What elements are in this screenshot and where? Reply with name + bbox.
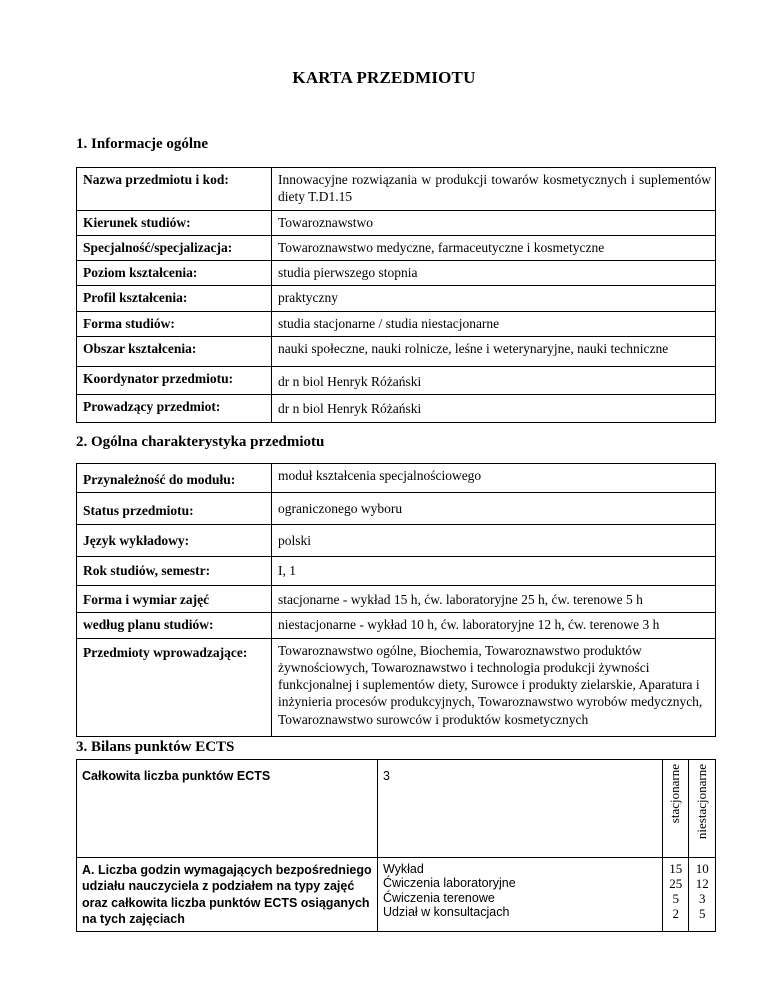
document-title: KARTA PRZEDMIOTU <box>292 68 476 87</box>
table-row <box>77 210 716 235</box>
table-row <box>77 261 716 286</box>
row-label: Forma studiów: <box>77 311 272 336</box>
row-value: I, 1 <box>272 556 716 585</box>
table-row <box>77 493 716 524</box>
row-value: moduł kształcenia specjalnościowego <box>272 464 716 493</box>
table-row <box>77 613 716 638</box>
col-stacjonarne-label: stacjonarne <box>667 764 683 824</box>
col-stacjonarne-header <box>663 760 689 858</box>
table-row <box>77 858 716 932</box>
list-item: Ćwiczenia laboratoryjne <box>382 876 516 891</box>
table-row <box>77 168 716 211</box>
table-row <box>77 311 716 336</box>
total-ects-value: 3 <box>377 760 662 858</box>
row-value: Towaroznawstwo medyczne, farmaceutyczne i kosmetyczne <box>272 235 716 260</box>
table-row <box>77 556 716 585</box>
row-label: Poziom kształcenia: <box>77 261 272 286</box>
list-item: Udział w konsultacjach <box>382 905 510 920</box>
ects-table <box>76 759 716 932</box>
list-item: 15 <box>669 861 683 876</box>
list-item: Wykład <box>382 862 424 876</box>
table-row <box>77 586 716 613</box>
niestacjonarne-values <box>689 858 716 932</box>
list-item: Ćwiczenia terenowe <box>382 890 495 905</box>
row-value: studia stacjonarne / studia niestacjonarne <box>272 311 716 336</box>
row-label: Obszar kształcenia: <box>77 336 272 366</box>
section2-heading: 2. Ogólna charakterystyka przedmiotu <box>76 434 325 450</box>
total-ects-label: Całkowita liczba punktów ECTS <box>77 760 378 858</box>
list-item: 10 <box>695 861 709 876</box>
row-label: Nazwa przedmiotu i kod: <box>77 168 272 211</box>
row-value: Towaroznawstwo <box>272 210 716 235</box>
table-row <box>77 286 716 311</box>
section1-heading: 1. Informacje ogólne <box>76 136 209 152</box>
list-item: 2 <box>672 905 679 921</box>
row-label: według planu studiów: <box>77 613 272 638</box>
list-item: 5 <box>698 905 706 921</box>
a-hours-label: A. Liczba godzin wymagających bezpośredniego udziału nauczyciela z podziałem na typy zajęć oraz całkowita liczba punktów ECTS osiąganych na tych zajęciach <box>77 858 378 932</box>
row-label: Status przedmiotu: <box>77 493 272 524</box>
table-row <box>77 524 716 556</box>
table-row <box>77 367 716 395</box>
list-item: 5 <box>672 890 679 906</box>
table-row <box>77 638 716 736</box>
row-label: Przynależność do modułu: <box>77 464 272 493</box>
row-label: Profil kształcenia: <box>77 286 272 311</box>
table-row <box>77 395 716 422</box>
table-row <box>77 760 716 858</box>
row-value: dr n biol Henryk Różański <box>272 395 716 422</box>
row-value: studia pierwszego stopnia <box>272 261 716 286</box>
row-value: praktyczny <box>272 286 716 311</box>
col-niestacjonarne-header <box>689 760 716 858</box>
list-item: 12 <box>695 875 709 891</box>
row-value: stacjonarne - wykład 15 h, ćw. laboratoryjne 25 h, ćw. terenowe 5 h <box>272 586 716 613</box>
row-value: dr n biol Henryk Różański <box>272 367 716 395</box>
general-info-table <box>76 167 716 423</box>
row-value: ograniczonego wyboru <box>272 493 716 524</box>
row-label: Prowadzący przedmiot: <box>77 395 272 422</box>
row-label: Język wykładowy: <box>77 524 272 556</box>
section3-heading: 3. Bilans punktów ECTS <box>76 739 235 755</box>
list-item: 3 <box>698 890 706 906</box>
table-row <box>77 235 716 260</box>
row-label: Koordynator przedmiotu: <box>77 367 272 395</box>
row-value: nauki społeczne, nauki rolnicze, leśne i weterynaryjne, nauki techniczne <box>272 336 716 366</box>
row-label: Kierunek studiów: <box>77 210 272 235</box>
row-label: Rok studiów, semestr: <box>77 556 272 585</box>
list-item: 25 <box>669 875 683 891</box>
row-value: Innowacyjne rozwiązania w produkcji towarów kosmetycznych i suplementów diety T.D1.15 <box>272 168 716 211</box>
row-label: Forma i wymiar zajęć <box>77 586 272 613</box>
table-row <box>77 336 716 366</box>
col-niestacjonarne-label: niestacjonarne <box>693 764 709 840</box>
row-value: polski <box>272 524 716 556</box>
stacjonarne-values <box>663 858 689 932</box>
row-value: niestacjonarne - wykład 10 h, ćw. laboratoryjne 12 h, ćw. terenowe 3 h <box>272 613 716 638</box>
characteristics-table <box>76 463 716 737</box>
row-label: Specjalność/specjalizacja: <box>77 235 272 260</box>
class-types-list <box>377 858 662 932</box>
row-value: Towaroznawstwo ogólne, Biochemia, Towaroznawstwo produktów żywnościowych, Towaroznawstwo i technologia produkcji żywności funkcjonalnej i suplementów diety, Surowce i produkty zielarskie, Aparatura i inżynieria procesów produkcyjnych, Towaroznawstwo wyrobów medycznych, Towaroznawstwo surowców i produktów kosmetycznych <box>272 638 716 736</box>
row-label: Przedmioty wprowadzające: <box>77 638 272 736</box>
table-row <box>77 464 716 493</box>
